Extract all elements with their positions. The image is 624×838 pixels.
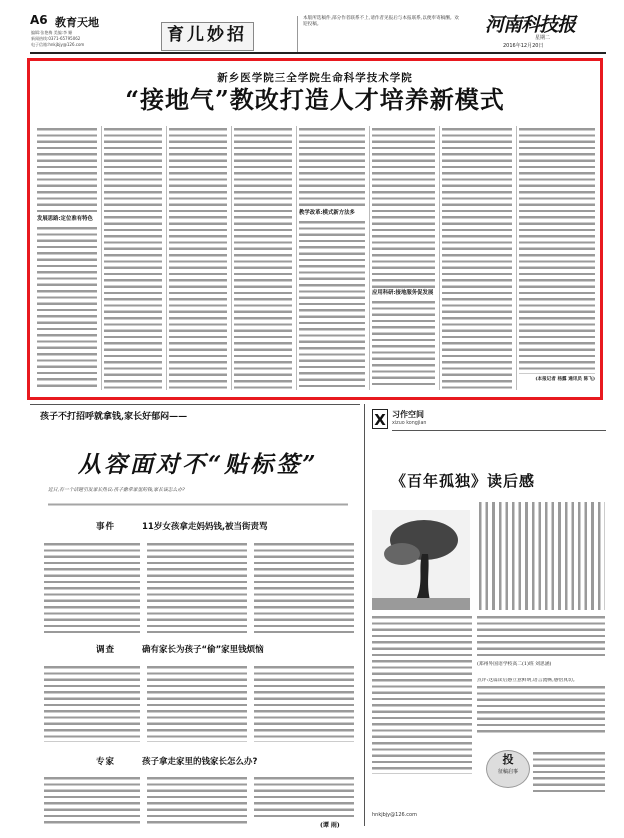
story-section-3-column <box>254 775 354 817</box>
feature-divider <box>369 126 370 390</box>
column-logo-badge: X <box>372 409 388 429</box>
feature-byline: (本报记者 杨露 通讯员 陈飞) <box>535 377 595 382</box>
feature-column-4 <box>234 126 292 392</box>
story-section-1-column <box>254 541 354 633</box>
review-body-right <box>477 614 605 660</box>
contact-line: 新闻热线:0371-65795062 <box>31 36 81 41</box>
feature-subhead-3: 应用科研:接地服务促发展 <box>372 290 434 296</box>
story-intro: 近日,有一个话题引发家长热议:孩子偷拿家里的钱,家长该怎么办? <box>48 488 185 493</box>
review-title: 《百年孤独》读后感 <box>391 472 536 490</box>
column-name: 习作空间 <box>392 410 424 419</box>
feature-divider <box>296 126 297 390</box>
story-section-3-column <box>147 775 247 825</box>
feature-column-3 <box>169 126 227 392</box>
feature-column-2 <box>104 126 162 392</box>
story-section-title: 确有家长为孩子“偷”家里钱烦恼 <box>142 645 264 655</box>
story-section-tag: 调查 <box>96 645 116 655</box>
feature-column-1 <box>37 126 97 392</box>
feature-divider <box>166 126 167 390</box>
section-name: 教育天地 <box>55 16 99 29</box>
column-pinyin: xizuo kongjian <box>392 421 427 426</box>
story-section-tag: 专家 <box>96 757 116 767</box>
feature-column-8 <box>519 126 595 392</box>
story-section-tag: 事件 <box>96 522 116 532</box>
column-banner-title: 育儿妙招 <box>167 25 247 45</box>
page-column-divider <box>364 404 365 826</box>
submission-badge <box>486 750 530 788</box>
feature-kicker: 新乡医学院三全学院生命科学技术学院 <box>217 72 413 84</box>
story-section-title: 孩子拿走家里的钱家长怎么办? <box>142 757 258 767</box>
review-top-rule <box>392 430 606 431</box>
feature-column-5 <box>299 126 365 392</box>
header-rule <box>30 52 606 54</box>
teacher-note: 点评:这篇读后感立意鲜明,语言流畅,感悟真切。 <box>477 678 578 683</box>
illustration-tree <box>372 510 470 610</box>
feature-column-6 <box>372 126 435 392</box>
feature-divider <box>439 126 440 390</box>
feature-divider <box>516 126 517 390</box>
submission-notice <box>533 750 605 796</box>
review-author: (郑州外国语学校高二(1)班 刘思涵) <box>477 662 552 667</box>
story-intro-text <box>48 501 348 508</box>
story-kicker: 孩子不打招呼就拿钱,家长好郁闷—— <box>40 412 188 422</box>
weekday: 星期二 <box>535 35 551 41</box>
story-byline: (谭 雨) <box>320 822 340 829</box>
editor-notice <box>297 16 459 52</box>
review-note-column <box>477 678 605 742</box>
editor-line: 编辑:张艳梅 美编:李 姗 <box>31 30 73 35</box>
feature-subhead-1: 发展思路:定位准有特色 <box>37 216 93 222</box>
email-line: 电子信箱:hnkjbjy@126.com <box>31 42 85 47</box>
feature-column-7 <box>442 126 512 392</box>
feature-divider <box>231 126 232 390</box>
submission-badge-char: 投 <box>502 753 514 766</box>
story-section-3-column <box>44 775 140 825</box>
issue-date: 2016年12月20日 <box>503 43 544 49</box>
masthead-logo: 河南科技报 <box>485 14 576 36</box>
submission-badge-label: 征稿启事 <box>497 769 518 775</box>
review-body-left <box>372 614 472 774</box>
feature-subhead-2: 教学改革:模式新方法多 <box>299 210 355 216</box>
story-section-1-column <box>147 541 247 633</box>
page-number: A6 <box>30 13 48 27</box>
editor-notice-text: 本版所选稿件,部分作者联系不上,请作者见报后与本报联系,以便奉寄稿酬。欢迎投稿。 <box>303 16 459 28</box>
story-section-2-column <box>44 664 140 742</box>
story-top-rule <box>30 404 360 405</box>
story-section-2-column <box>147 664 247 742</box>
feature-divider <box>101 126 102 390</box>
story-headline: 从容面对不“贴标签” <box>78 451 319 478</box>
story-section-title: 11岁女孩拿走妈妈钱,被当街责骂 <box>142 522 268 532</box>
review-vertical-text <box>477 502 605 610</box>
contact-email: hnkjbjy@126.com <box>372 812 417 818</box>
story-section-1-column <box>44 541 140 633</box>
feature-headline: “接地气”教改打造人才培养新模式 <box>125 85 505 114</box>
story-section-2-column <box>254 664 354 742</box>
